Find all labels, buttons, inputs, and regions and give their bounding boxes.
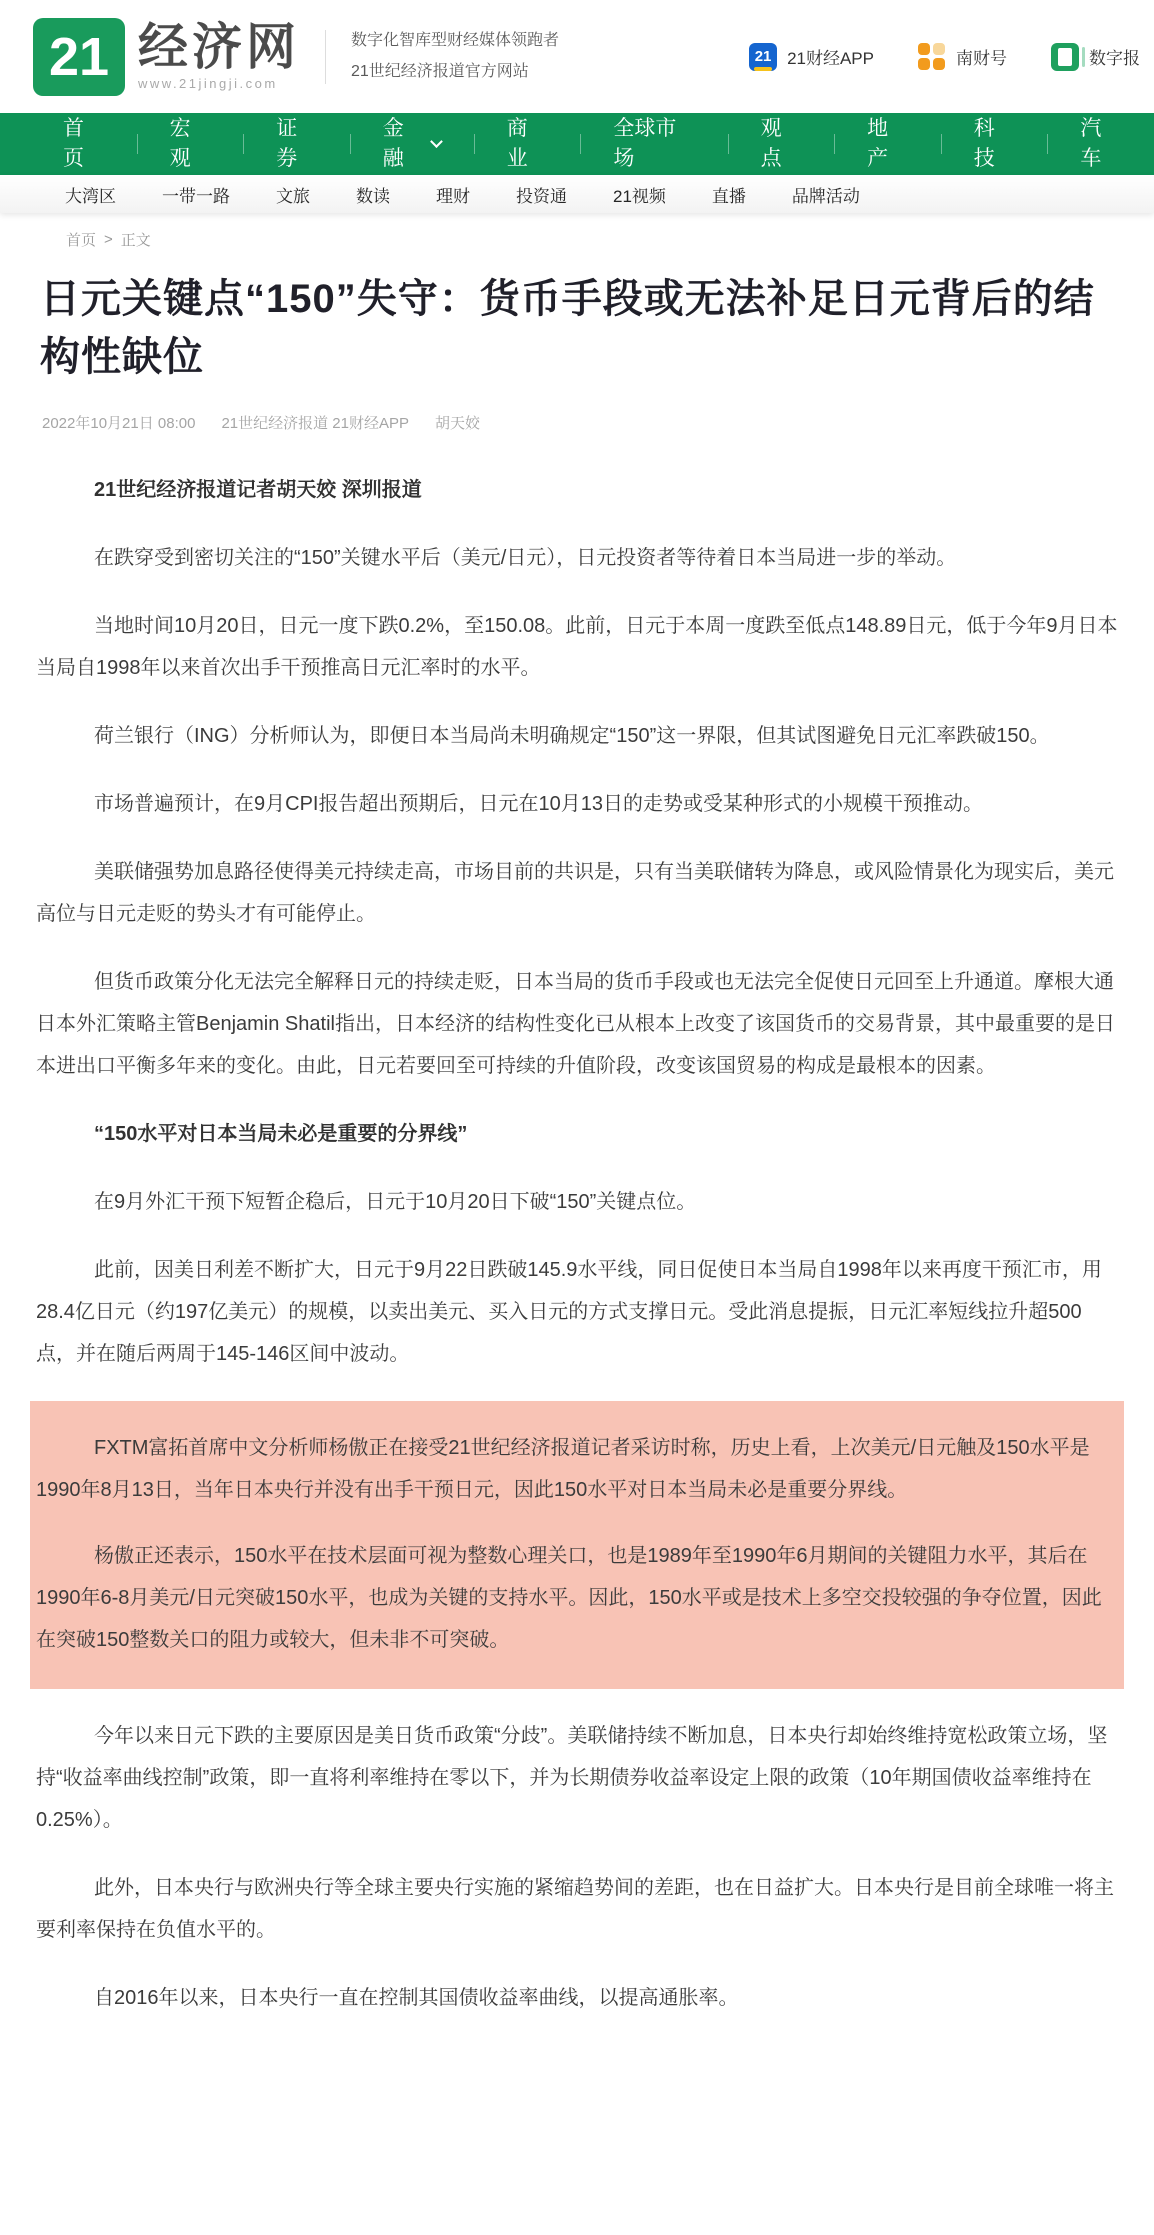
- article-subheading: “150水平对日本当局未必是重要的分界线”: [94, 1123, 468, 1145]
- article-body: [36, 469, 1118, 2019]
- header-divider: [325, 30, 326, 84]
- site-tagline: [351, 26, 559, 87]
- breadcrumb: [66, 229, 1154, 250]
- nav-item-label: 地产: [867, 117, 889, 170]
- highlight-paragraph: FXTM富拓首席中文分析师杨傲正在接受21世纪经济报道记者采访时称，历史上看，上次美元/日元触及150水平是1990年8月13日，当年日本央行并没有出手干预日元，因此150水平对日本当局未必是重要分界线。: [36, 1437, 1090, 1501]
- newspaper-icon: [1051, 43, 1079, 71]
- subnav-item-data-reading[interactable]: 数读: [356, 186, 390, 206]
- article: [0, 270, 1154, 2019]
- nav-item-securities[interactable]: [243, 117, 350, 170]
- app-link-digital-paper[interactable]: [1051, 43, 1140, 71]
- nav-item-label: 全球市场: [613, 117, 677, 170]
- article-paragraph: 荷兰银行（ING）分析师认为，即便日本当局尚未明确规定“150”这一界限，但其试图避免日元汇率跌破150。: [94, 725, 1050, 747]
- highlighted-quote-block: [30, 1401, 1124, 1689]
- tagline-line-2: 21世纪经济报道官方网站: [351, 62, 529, 80]
- breadcrumb-separator: >: [104, 231, 113, 248]
- subnav-item-belt-road[interactable]: 一带一路: [162, 186, 230, 206]
- nav-item-label: 科技: [973, 117, 995, 170]
- nav-item-tech[interactable]: [941, 117, 1048, 170]
- app-link-21-finance[interactable]: [749, 43, 874, 71]
- site-logo[interactable]: [33, 18, 300, 96]
- article-paragraph: 自2016年以来，日本央行一直在控制其国债收益率曲线，以提高通胀率。: [94, 1987, 739, 2009]
- logo-21-icon: 21: [33, 18, 125, 96]
- nav-item-label: 汽车: [1080, 117, 1102, 170]
- app-21-icon: 21: [749, 43, 777, 71]
- article-paragraph: 市场普遍预计，在9月CPI报告超出预期后，日元在10月13日的走势或受某种形式的小规模干预推动。: [94, 793, 983, 815]
- nav-item-label: 首页: [63, 117, 84, 170]
- article-lead: 21世纪经济报道记者胡天姣 深圳报道: [94, 479, 422, 501]
- article-meta: [42, 412, 1118, 433]
- article-paragraph: 当地时间10月20日，日元一度下跌0.2%，至150.08。此前，日元于本周一度跌至低点148.89日元，低于今年9月日本当局自1998年以来首次出手干预推高日元汇率时的水平。: [36, 615, 1118, 679]
- nav-item-global-markets[interactable]: [580, 117, 727, 170]
- app-link-label: 21财经APP: [787, 49, 874, 68]
- app-link-label: 数字报: [1089, 49, 1140, 68]
- article-datetime: 2022年10月21日 08:00: [42, 415, 196, 432]
- subnav-item-live[interactable]: 直播: [711, 186, 746, 206]
- article-source: 21世纪经济报道 21财经APP: [221, 415, 410, 432]
- nav-item-label: 宏观: [169, 117, 191, 170]
- chevron-down-icon: [430, 135, 443, 148]
- nav-item-opinion[interactable]: [728, 117, 835, 170]
- subnav-item-wealth[interactable]: 理财: [436, 186, 470, 206]
- article-paragraph: 但货币政策分化无法完全解释日元的持续走贬，日本当局的货币手段或也无法完全促使日元回至上升通道。摩根大通日本外汇策略主管Benjamin Shatil指出，日本经济的结构性变化已从根本上改变了该国货币的交易背景，其中最重要的是日本进出口平衡多年来的变化。由此，日元若要回至可持续的升值阶段，改变该国贸易的构成是最根本的因素。: [36, 971, 1115, 1077]
- nav-item-macro[interactable]: [137, 117, 244, 170]
- app-link-label: 南财号: [956, 49, 1007, 68]
- subnav-item-culture-travel[interactable]: 文旅: [276, 186, 310, 206]
- app-link-nancai[interactable]: [918, 43, 1007, 71]
- article-paragraph: 此前，因美日利差不断扩大，日元于9月22日跌破145.9水平线，同日促使日本当局自1998年以来再度干预汇市，用28.4亿日元（约197亿美元）的规模，以卖出美元、买入日元的方式支撑日元。受此消息提振，日元汇率短线拉升超500点，并在随后两周于145-146区间中波动。: [36, 1259, 1102, 1365]
- article-author: 胡天姣: [435, 415, 481, 432]
- site-header: [0, 0, 1154, 113]
- dots-grid-icon: [918, 43, 946, 71]
- article-paragraph: 此外，日本央行与欧洲央行等全球主要央行实施的紧缩趋势间的差距，也在日益扩大。日本央行是目前全球唯一将主要利率保持在负值水平的。: [36, 1877, 1114, 1941]
- subnav-item-brand-events[interactable]: 品牌活动: [791, 186, 860, 206]
- breadcrumb-home-link[interactable]: 首页: [66, 232, 97, 249]
- nav-item-label: 观点: [760, 117, 782, 170]
- nav-item-label: 金融: [382, 117, 404, 170]
- article-paragraph: 美联储强势加息路径使得美元持续走高，市场目前的共识是，只有当美联储转为降息，或风险情景化为现实后，美元高位与日元走贬的势头才有可能停止。: [36, 861, 1114, 925]
- article-paragraph: 在跌穿受到密切关注的“150”关键水平后（美元/日元），日元投资者等待着日本当局进一步的举动。: [94, 547, 957, 569]
- nav-item-label: 商业: [506, 117, 528, 170]
- nav-item-home[interactable]: [30, 117, 137, 170]
- article-title: 日元关键点“150”失守：货币手段或无法补足日元背后的结构性缺位: [40, 277, 1095, 379]
- header-app-links: [749, 43, 1140, 71]
- subnav-item-21-video[interactable]: 21视频: [613, 186, 666, 206]
- primary-nav: [0, 113, 1154, 175]
- nav-item-property[interactable]: [834, 117, 941, 170]
- nav-item-auto[interactable]: [1047, 117, 1154, 170]
- secondary-nav: [0, 175, 1154, 213]
- nav-item-label: 证券: [276, 117, 298, 170]
- subnav-item-investment[interactable]: 投资通: [516, 186, 567, 206]
- logo-site-url: www.21jingji.com: [138, 76, 278, 91]
- tagline-line-1: 数字化智库型财经媒体领跑者: [351, 32, 560, 50]
- article-paragraph: 在9月外汇干预下短暂企稳后，日元于10月20日下破“150”关键点位。: [94, 1191, 697, 1213]
- logo-text: [138, 19, 300, 91]
- highlight-paragraph: 杨傲正还表示，150水平在技术层面可视为整数心理关口，也是1989年至1990年6月期间的关键阻力水平，其后在1990年6-8月美元/日元突破150水平，也成为关键的支持水平。因此，150水平或是技术上多空交投较强的争夺位置，因此在突破150整数关口的阻力或较大，但未非不可突破。: [36, 1545, 1102, 1651]
- nav-item-finance[interactable]: [350, 117, 474, 170]
- article-paragraph: 今年以来日元下跌的主要原因是美日货币政策“分歧”。美联储持续不断加息，日本央行却始终维持宽松政策立场，坚持“收益率曲线控制”政策，即一直将利率维持在零以下，并为长期债券收益率设定上限的政策（10年期国债收益率维持在0.25%）。: [36, 1725, 1108, 1831]
- logo-wordmark: 经济网: [138, 19, 300, 75]
- breadcrumb-current: 正文: [120, 232, 151, 249]
- subnav-item-greater-bay[interactable]: 大湾区: [65, 186, 116, 206]
- nav-item-business[interactable]: [474, 117, 581, 170]
